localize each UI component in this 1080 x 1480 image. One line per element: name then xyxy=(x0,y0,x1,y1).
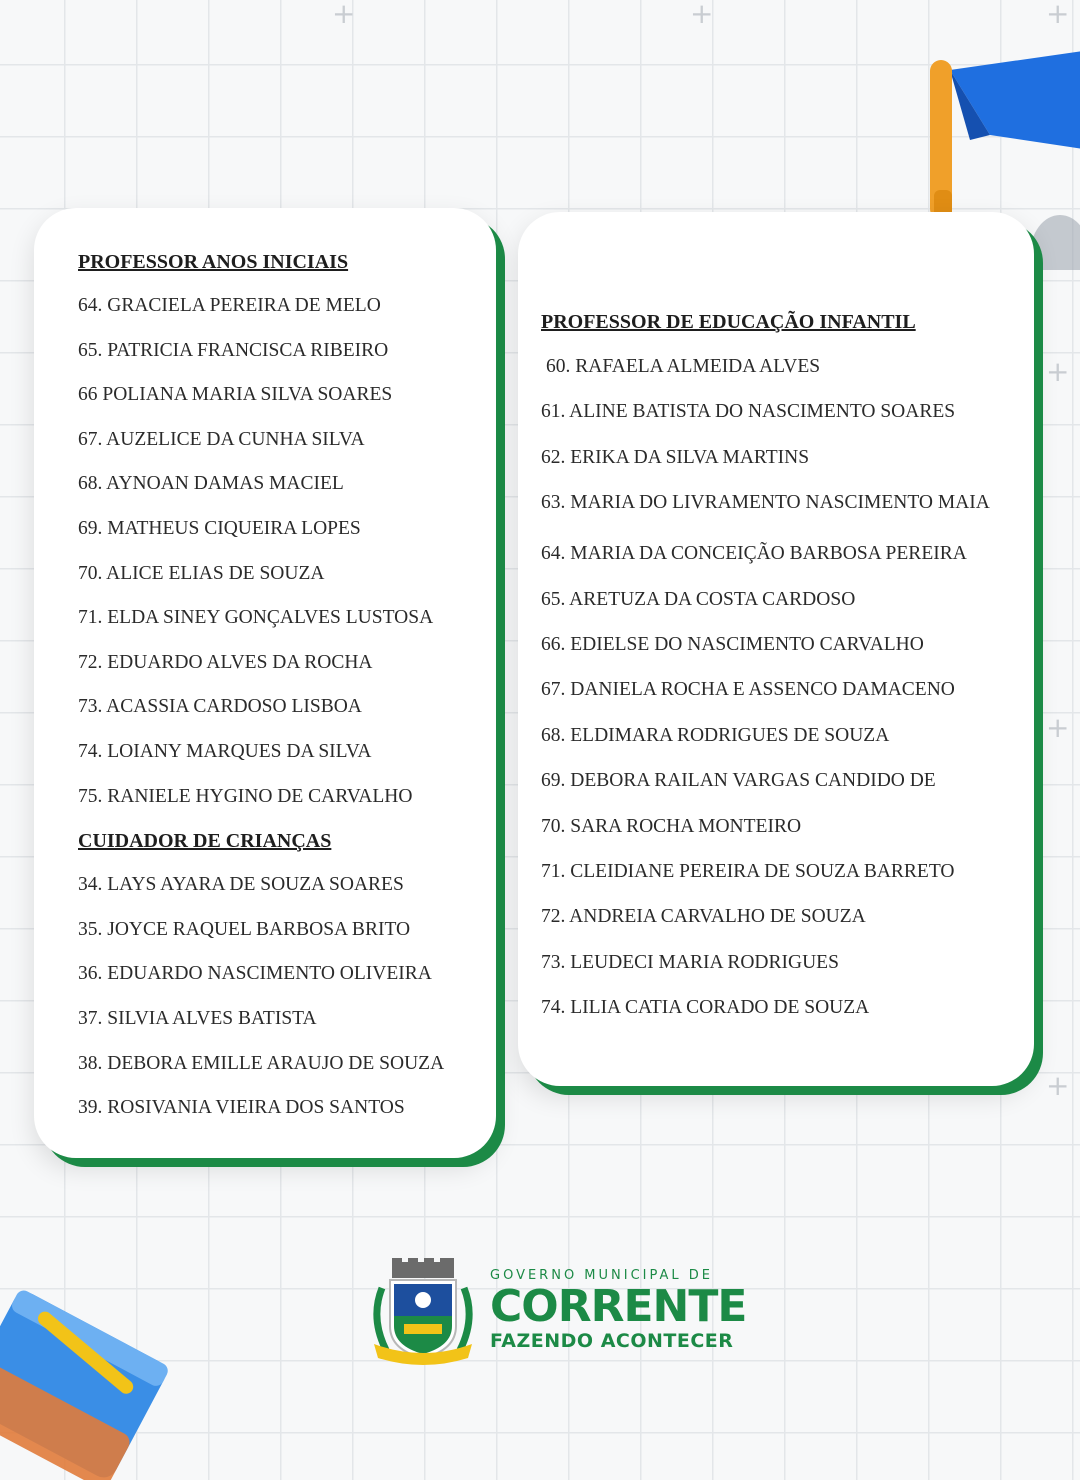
logo-slogan: FAZENDO ACONTECER xyxy=(490,1330,734,1352)
list-item: 72. ANDREIA CARVALHO DE SOUZA xyxy=(541,906,866,928)
grid-plus-mark: + xyxy=(690,0,714,30)
logo-top-line: GOVERNO MUNICIPAL DE xyxy=(490,1268,714,1283)
list-item: 67. AUZELICE DA CUNHA SILVA xyxy=(78,428,365,450)
list-item: 68. AYNOAN DAMAS MACIEL xyxy=(78,473,344,495)
section-heading: PROFESSOR DE EDUCAÇÃO INFANTIL xyxy=(541,311,916,333)
list-item: 34. LAYS AYARA DE SOUZA SOARES xyxy=(78,874,404,896)
list-item: 73. ACASSIA CARDOSO LISBOA xyxy=(78,696,362,718)
grid-plus-mark: + xyxy=(1046,1069,1070,1102)
right-list-card xyxy=(518,212,1034,1086)
list-item: 39. ROSIVANIA VIEIRA DOS SANTOS xyxy=(78,1097,405,1119)
book-icon xyxy=(0,1280,190,1480)
list-item: 36. EDUARDO NASCIMENTO OLIVEIRA xyxy=(78,963,432,985)
list-item: 35. JOYCE RAQUEL BARBOSA BRITO xyxy=(78,918,411,940)
list-item: 75. RANIELE HYGINO DE CARVALHO xyxy=(78,785,413,807)
list-item: 60. RAFAELA ALMEIDA ALVES xyxy=(546,356,821,377)
list-item: 73. LEUDECI MARIA RODRIGUES xyxy=(541,951,839,973)
list-item: 71. CLEIDIANE PEREIRA DE SOUZA BARRETO xyxy=(541,860,955,882)
grid-plus-mark: + xyxy=(1046,355,1070,388)
section-heading: CUIDADOR DE CRIANÇAS xyxy=(78,830,332,853)
list-item: 64. GRACIELA PEREIRA DE MELO xyxy=(78,295,381,316)
left-list-card xyxy=(34,208,496,1158)
list-item: 71. ELDA SINEY GONÇALVES LUSTOSA xyxy=(78,607,434,629)
list-item: 67. DANIELA ROCHA E ASSENCO DAMACENO xyxy=(541,679,955,701)
list-item: 38. DEBORA EMILLE ARAUJO DE SOUZA xyxy=(78,1052,445,1074)
list-item: 66. EDIELSE DO NASCIMENTO CARVALHO xyxy=(541,633,924,655)
list-item: 70. SARA ROCHA MONTEIRO xyxy=(541,815,802,837)
list-item: 63. MARIA DO LIVRAMENTO NASCIMENTO MAIA xyxy=(541,492,990,514)
list-item: 66 POLIANA MARIA SILVA SOARES xyxy=(78,384,393,406)
list-item: 74. LILIA CATIA CORADO DE SOUZA xyxy=(541,997,870,1019)
logo-text xyxy=(490,1268,746,1352)
grid-plus-mark: + xyxy=(332,0,356,30)
list-item: 69. DEBORA RAILAN VARGAS CANDIDO DE xyxy=(541,770,936,792)
list-item: 74. LOIANY MARQUES DA SILVA xyxy=(78,740,372,762)
list-item: 72. EDUARDO ALVES DA ROCHA xyxy=(78,651,373,673)
list-item: 65. ARETUZA DA COSTA CARDOSO xyxy=(541,588,856,610)
section-heading: PROFESSOR ANOS INICIAIS xyxy=(78,251,349,273)
city-crest-icon xyxy=(368,1258,478,1368)
list-item: 64. MARIA DA CONCEIÇÃO BARBOSA PEREIRA xyxy=(541,543,967,565)
list-item: 61. ALINE BATISTA DO NASCIMENTO SOARES xyxy=(541,401,956,423)
grid-plus-mark: + xyxy=(1046,0,1070,30)
list-item: 62. ERIKA DA SILVA MARTINS xyxy=(541,446,810,468)
logo-city-name: CORRENTE xyxy=(490,1281,747,1332)
list-item: 65. PATRICIA FRANCISCA RIBEIRO xyxy=(78,339,389,361)
list-item: 37. SILVIA ALVES BATISTA xyxy=(78,1007,317,1029)
municipal-logo xyxy=(368,1258,747,1368)
list-item: 68. ELDIMARA RODRIGUES DE SOUZA xyxy=(541,724,890,746)
list-item: 70. ALICE ELIAS DE SOUZA xyxy=(78,562,325,584)
grid-plus-mark: + xyxy=(1046,711,1070,744)
list-item: 69. MATHEUS CIQUEIRA LOPES xyxy=(78,517,361,539)
